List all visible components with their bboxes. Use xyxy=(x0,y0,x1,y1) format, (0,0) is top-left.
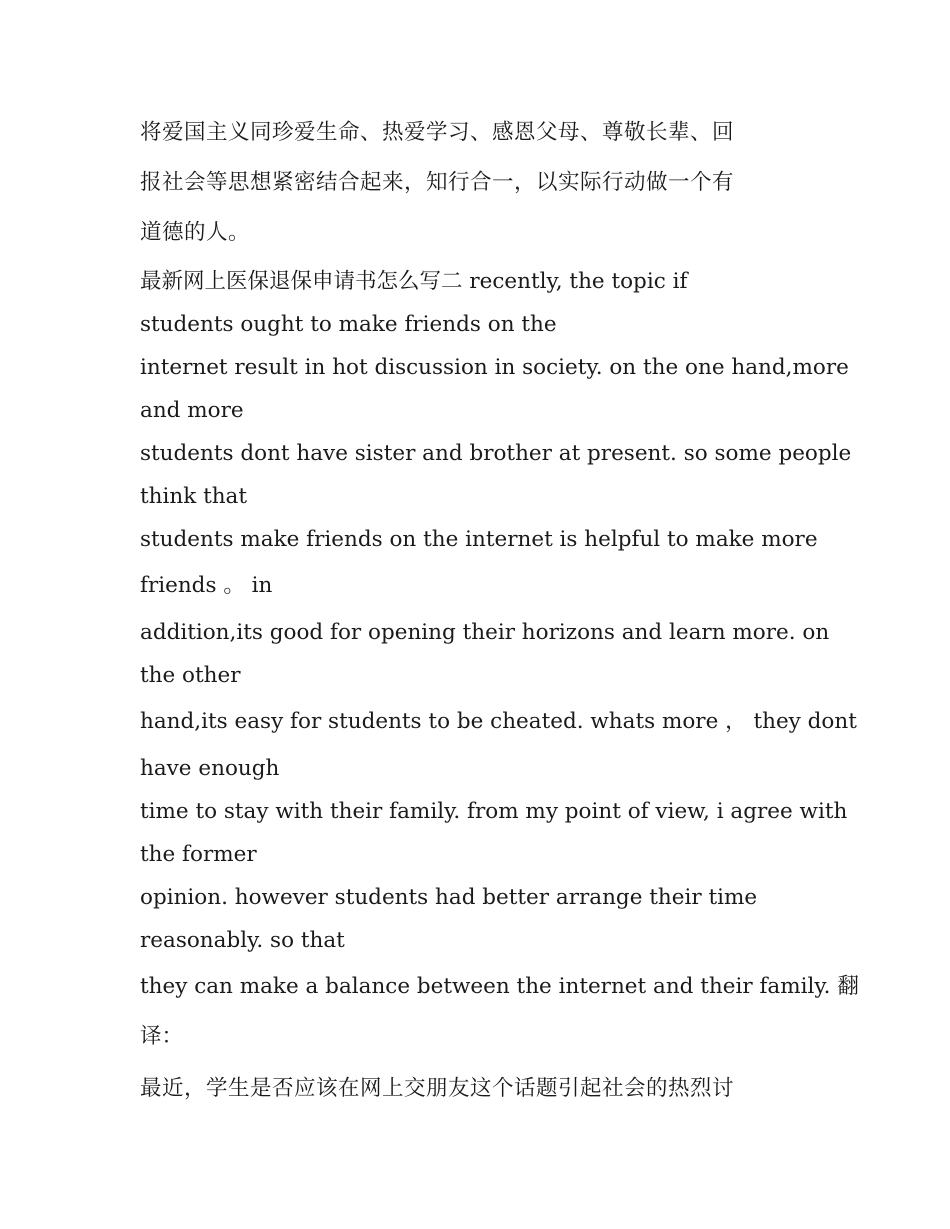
text-line: internet result in hot discussion in society. on the one hand,more xyxy=(140,355,849,380)
text-line: time to stay with their family. from my point of view, i agree with xyxy=(140,799,848,824)
text-line: they can make a balance between the internet and their family. 翻 xyxy=(140,974,859,999)
text-line: opinion. however students had better arrange their time xyxy=(140,885,758,910)
text-line: think that xyxy=(140,484,248,509)
text-line: and more xyxy=(140,398,244,423)
text-line: 最近，学生是否应该在网上交朋友这个话题引起社会的热烈讨 xyxy=(140,1076,735,1101)
text-line: 将爱国主义同珍爱生命、热爱学习、感恩父母、尊敬长辈、回 xyxy=(140,120,735,145)
text-line: the other xyxy=(140,663,241,688)
text-line: have enough xyxy=(140,756,280,781)
text-line: students make friends on the internet is helpful to make more xyxy=(140,527,818,552)
paragraph-2 xyxy=(140,260,859,1062)
text-line: 道德的人。 xyxy=(140,220,251,245)
text-line: addition,its good for opening their horizons and learn more. on xyxy=(140,620,830,645)
text-line: 报社会等思想紧密结合起来，知行合一，以实际行动做一个有 xyxy=(140,170,735,195)
paragraph-1 xyxy=(140,108,812,258)
paragraph-3 xyxy=(140,1064,812,1114)
text-line: 最新网上医保退保申请书怎么写二 recently, the topic if xyxy=(140,269,688,294)
text-line: hand,its easy for students to be cheated. whats more ， they dont xyxy=(140,709,857,734)
text-line: reasonably. so that xyxy=(140,928,345,953)
text-line: friends 。 in xyxy=(140,573,273,598)
text-line: the former xyxy=(140,842,257,867)
text-line: students ought to make friends on the xyxy=(140,312,557,337)
document-page xyxy=(140,108,859,1114)
text-line: 译： xyxy=(140,1024,184,1049)
text-line: students dont have sister and brother at present. so some people xyxy=(140,441,852,466)
